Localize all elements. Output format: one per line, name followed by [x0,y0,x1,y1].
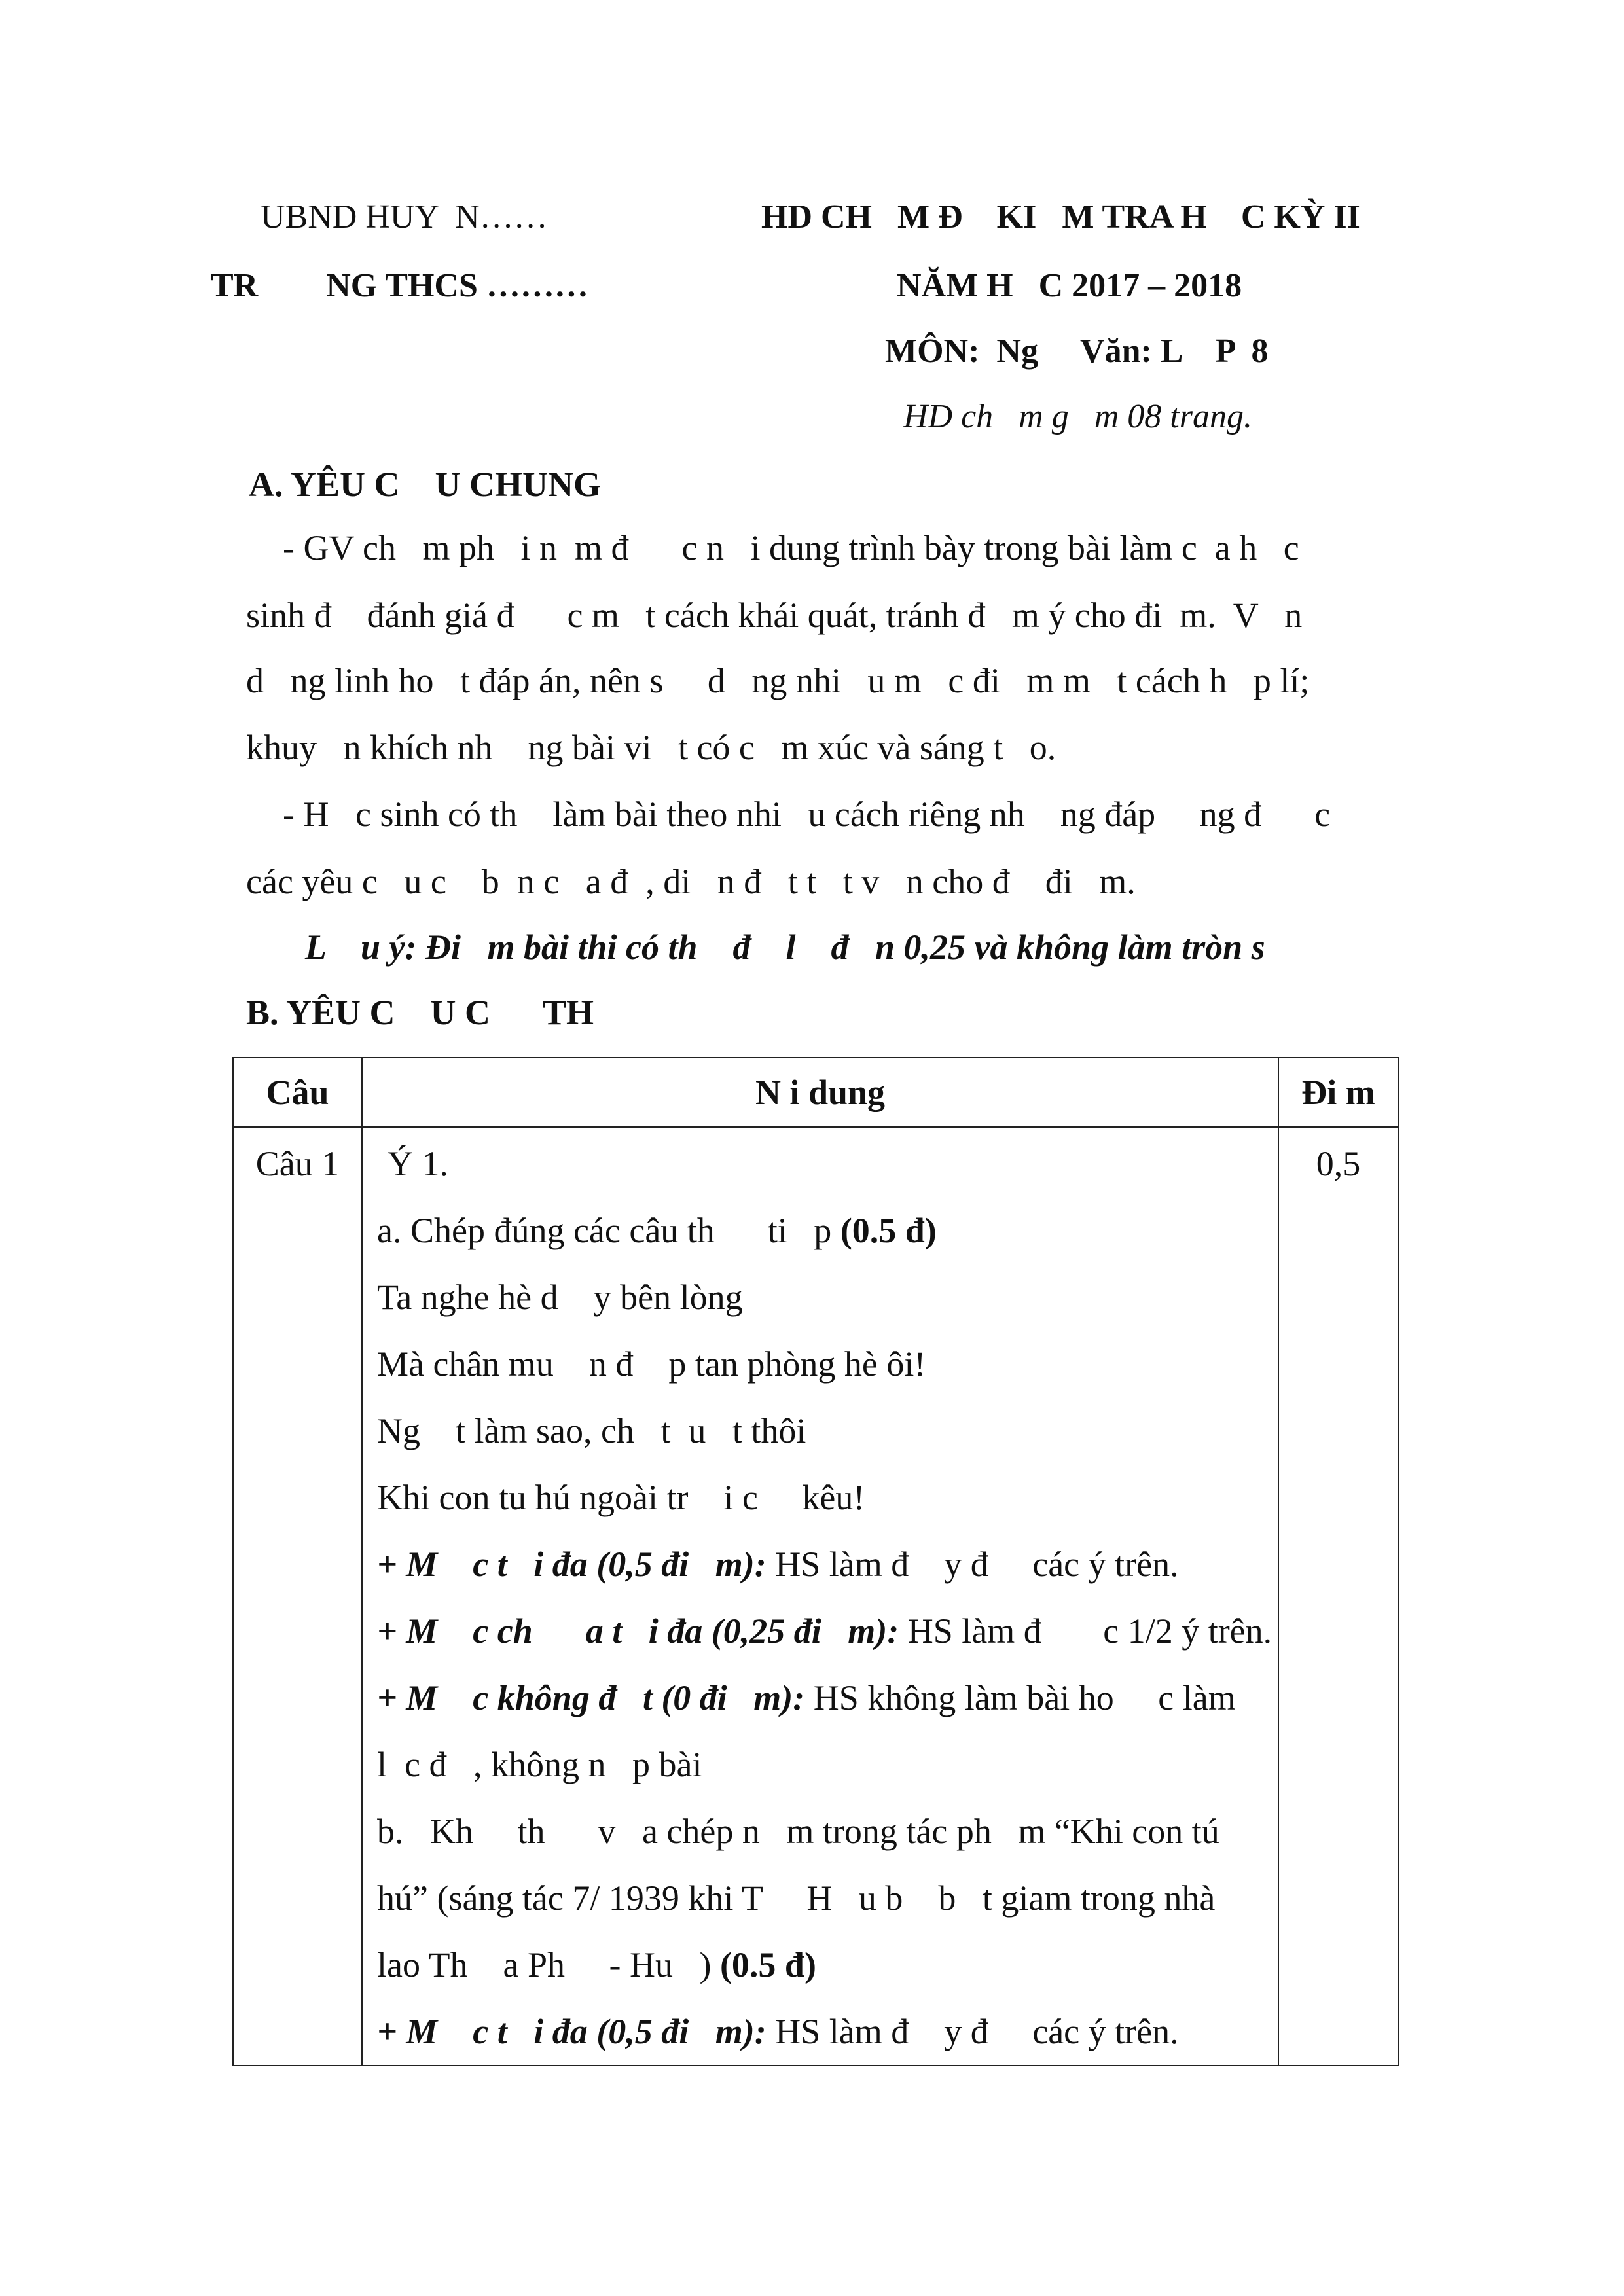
subject-prefix: MÔN: Ng Văn [885,332,1141,370]
criterion-half-label: + M c ch a t i đa (0,25 đi m): [377,1611,899,1651]
section-a-p2-line1: - H c sinh có th làm bài theo nhi u cách riêng nh ng đáp ng đ c [265,795,1331,834]
task-a-mark: (0.5 đ) [831,1211,937,1250]
table-header-row [233,1058,1398,1127]
section-a-title: A. YÊU C U CHUNG [249,465,601,504]
subject-grade: : L P 8 [1140,332,1269,370]
task-a-line [377,1197,1265,1264]
task-b-text: lao Th a Ph - Hu ) [377,1945,712,1984]
criterion-max-text: HS làm đ y đ các ý trên. [775,1545,1179,1584]
task-b-mark: (0.5 đ) [711,1945,816,1984]
grading-table [232,1057,1399,2066]
task-b-line-1: b. Kh th v a chép n m trong tác ph m “Khi con tú [377,1812,1219,1851]
task-a-text: a. Chép đúng các câu th ti p [377,1211,832,1250]
task-b-line-3 [377,1931,1265,1998]
school-year: NĂM H C 2017 – 2018 [897,267,1242,304]
poem-line-3: Ng t làm sao, ch t u t thôi [377,1411,806,1450]
subject-line [885,331,1269,372]
header-score: Đi m [1278,1058,1398,1127]
header-content: N i dung [362,1058,1278,1127]
page-count-note: HD ch m g m 08 trang. [903,398,1252,435]
content-cell [362,1127,1278,2066]
section-a-p1-line2: sinh đ đánh giá đ c m t cách khái quát, tránh đ m ý cho đi m. V n [246,596,1303,635]
poem-line-2: Mà chân mu n đ p tan phòng hè ôi! [377,1344,926,1384]
section-a-p1-line1: - GV ch m ph i n m đ c n i dung trình bày trong bài làm c a h c [265,528,1299,567]
criterion-zero [377,1664,1265,1731]
school-label: TR NG THCS ……… [211,267,588,304]
criterion-zero-label: + M c không đ t (0 đi m): [377,1678,805,1717]
criterion-half-text: HS làm đ c 1/2 ý trên. [907,1611,1272,1651]
rounding-note: L u ý: Đi m bài thi có th đ l đ n 0,25 và không làm tròn s [305,927,1265,967]
section-a-p1-line4: khuy n khích nh ng bài vi t có c m xúc và sáng t o. [246,728,1056,767]
doc-title: HD CH M Đ KI M TRA H C KỲ II [761,198,1360,236]
section-b-title: B. YÊU C U C TH [246,993,594,1032]
table-row [233,1127,1398,2066]
criterion-max-2-label: + M c t i đa (0,5 đi m): [377,2012,767,2051]
criterion-max-label: + M c t i đa (0,5 đi m): [377,1545,767,1584]
poem-line-1: Ta nghe hè d y bên lòng [377,1278,743,1317]
section-a-p1-line3: d ng linh ho t đáp án, nên s d ng nhi u m c đi m m t cách h p lí; [246,661,1310,700]
criterion-half [377,1598,1272,1664]
poem-line-4: Khi con tu hú ngoài tr i c kêu! [377,1478,865,1517]
district-label: UBND HUY N…… [261,198,548,236]
section-a-p2-line2: các yêu c u c b n c a đ , di n đ t t t v n cho đ đi m. [246,862,1136,901]
criterion-max [377,1531,1265,1598]
criterion-max-2-text: HS làm đ y đ các ý trên. [775,2012,1179,2051]
criterion-zero-cont: l c đ , không n p bài [377,1745,702,1784]
question-number: Câu 1 [233,1127,362,2066]
item-heading: Ý 1. [388,1144,448,1183]
header-question: Câu [233,1058,362,1127]
criterion-zero-text: HS không làm bài ho c làm [813,1678,1236,1717]
task-b-line-2: hú” (sáng tác 7/ 1939 khi T H u b b t giam trong nhà [377,1878,1216,1918]
criterion-max-2 [377,1998,1265,2065]
score-value: 0,5 [1278,1127,1398,2066]
